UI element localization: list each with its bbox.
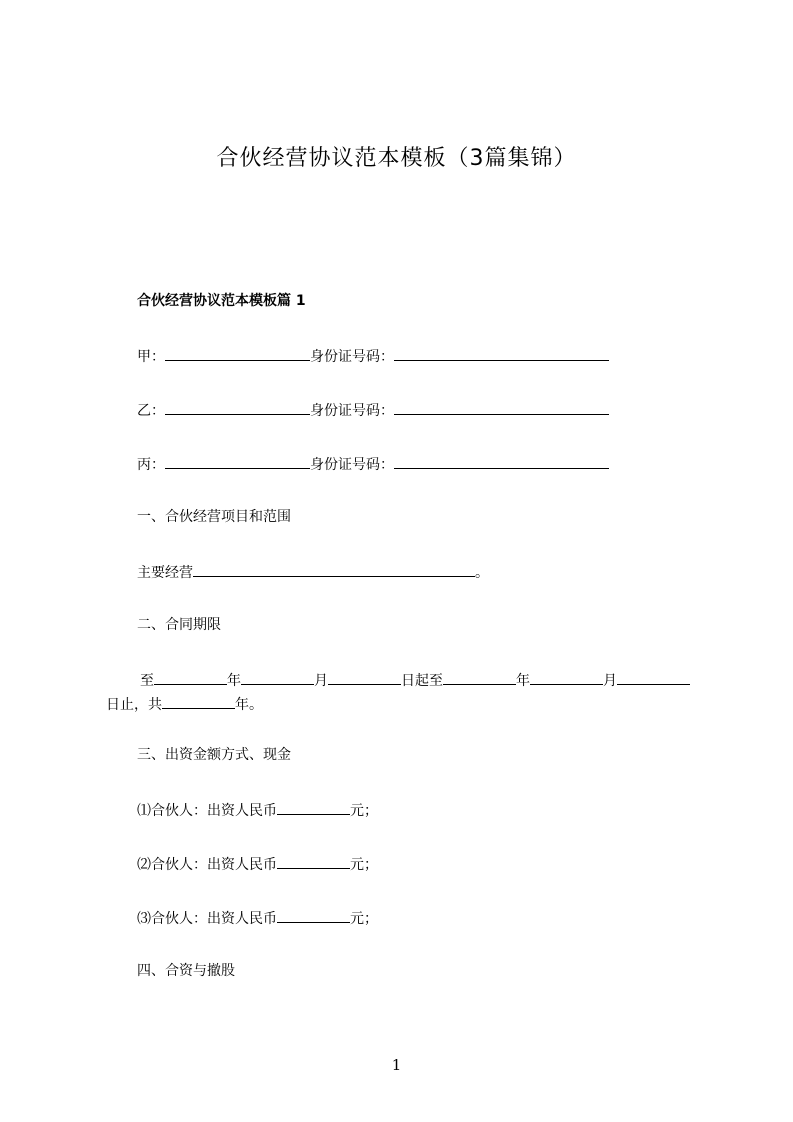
clause1-body (137, 561, 489, 583)
section-heading: 合伙经营协议范本模板篇 1 (137, 293, 306, 309)
term-year2: 年 (516, 673, 530, 689)
contribution-row (137, 853, 378, 875)
party-label: 甲： (137, 349, 165, 365)
term-end: 日止，共 (106, 697, 162, 713)
start-day-blank[interactable] (328, 669, 401, 685)
id-blank[interactable] (394, 345, 609, 361)
party-row-a (137, 345, 609, 367)
clause2-heading: 二、合同期限 (137, 617, 221, 633)
party-row-c (137, 453, 609, 475)
id-label: 身份证号码： (310, 349, 394, 365)
contribution-suffix: 元； (350, 803, 378, 819)
clause1-heading: 一、合伙经营项目和范围 (137, 509, 291, 525)
term-month1: 月 (314, 673, 328, 689)
end-month-blank[interactable] (530, 669, 603, 685)
id-blank[interactable] (394, 453, 609, 469)
amount-blank[interactable] (277, 853, 350, 869)
contribution-row (137, 907, 378, 929)
contribution-prefix: ⑴合伙人：出资人民币 (137, 803, 277, 819)
clause1-suffix: 。 (475, 565, 489, 581)
term-year1: 年 (227, 673, 241, 689)
contribution-prefix: ⑶合伙人：出资人民币 (137, 911, 277, 927)
contribution-suffix: 元； (350, 911, 378, 927)
term-from: 至 (140, 673, 154, 689)
clause4-heading: 四、合资与撤股 (137, 963, 235, 979)
term-line-1 (140, 669, 690, 691)
document-title: 合伙经营协议范本模板（3篇集锦） (216, 146, 577, 171)
amount-blank[interactable] (277, 907, 350, 923)
start-month-blank[interactable] (241, 669, 314, 685)
term-years: 年。 (235, 697, 263, 713)
name-blank[interactable] (165, 345, 310, 361)
amount-blank[interactable] (277, 799, 350, 815)
term-month2: 月 (603, 673, 617, 689)
contribution-row (137, 799, 378, 821)
page-number: 1 (391, 1056, 402, 1074)
contribution-prefix: ⑵合伙人：出资人民币 (137, 857, 277, 873)
id-label: 身份证号码： (310, 457, 394, 473)
term-day-from: 日起至 (401, 673, 443, 689)
end-day-blank[interactable] (617, 669, 690, 685)
clause1-prefix: 主要经营 (137, 565, 193, 581)
name-blank[interactable] (165, 399, 310, 415)
id-label: 身份证号码： (310, 403, 394, 419)
party-label: 丙： (137, 457, 165, 473)
start-year-blank[interactable] (154, 669, 227, 685)
clause3-heading: 三、出资金额方式、现金 (137, 747, 291, 763)
business-scope-blank[interactable] (193, 561, 475, 577)
party-row-b (137, 399, 609, 421)
end-year-blank[interactable] (443, 669, 516, 685)
id-blank[interactable] (394, 399, 609, 415)
term-line-2 (106, 693, 263, 715)
name-blank[interactable] (165, 453, 310, 469)
contribution-suffix: 元； (350, 857, 378, 873)
total-years-blank[interactable] (162, 693, 235, 709)
party-label: 乙： (137, 403, 165, 419)
